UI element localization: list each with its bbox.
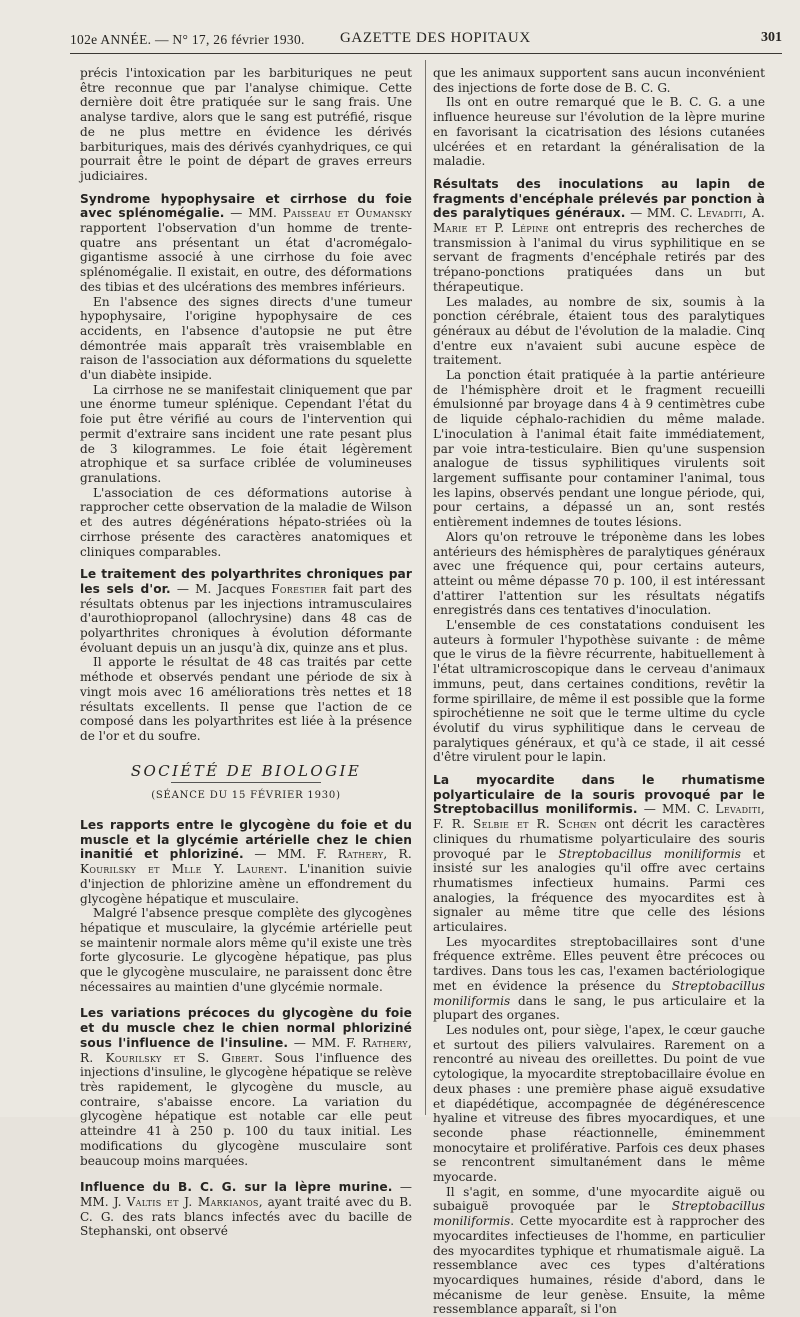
dash: — MM. C. <box>625 206 698 221</box>
dash: — MM. J. <box>80 1180 412 1209</box>
article-myocardite <box>433 773 765 1317</box>
article-bcg-authors: Valtis et J. Markianos <box>126 1194 259 1209</box>
article-hypophysaire <box>80 192 412 560</box>
society-heading <box>80 761 412 804</box>
journal-title: GAZETTE DES HOPITAUX <box>340 30 531 46</box>
page-number: 301 <box>761 30 782 45</box>
article-polyarthrites <box>80 567 412 743</box>
article-glycogene-authors: Rathery, R. Kourilsky et Mlle Y. Laurent <box>80 847 412 877</box>
article-myocardite-authors: Levaditi, F. R. Selbie et R. Schœn <box>433 802 766 832</box>
article-hypophysaire-text: rapportent l'observation d'un homme de trente-quatre ans présentant un état d'acromégalo-gigantisme associé à une cirrhose du foie avec splénomégalie. Il existait, en outre, des déformations des tibias et des ulcérations des membres inférieurs. <box>80 221 412 294</box>
paragraph <box>433 1185 765 1317</box>
society-title: SOCIÉTÉ DE BIOLOGIE <box>130 761 362 780</box>
dash: — MM. C. <box>637 802 716 817</box>
issue-info: 102e ANNÉE. — N° 17, 26 février 1930. <box>70 32 305 47</box>
column-divider <box>425 60 426 1115</box>
paragraph: En l'absence des signes directs d'une tumeur hypophysaire, l'origine hypophysaire de ces accidents, en l'absence d'autopsie ne put être démontrée mais apparaît très vraisemblable en raison de l'association aux déformations du squelette d'un diabète insipide. <box>80 294 412 383</box>
dash: — M. Jacques <box>170 581 272 596</box>
article-glycogene <box>80 818 412 994</box>
dash: — MM. F. <box>288 1035 363 1050</box>
dash: — MM. <box>224 206 283 221</box>
paragraph: Malgré l'absence presque complète des glycogènes hépatique et musculaire, la glycémie artérielle peut se maintenir normale alors même qu'il existe une très forte glycosurie. Le glycogène hépatique, pas plus que le glycogène musculaire, ne paraissent donc être nécessaires au maintien d'une glycémie normale. <box>80 906 412 994</box>
paragraph: Il apporte le résultat de 48 cas traités par cette méthode et observés pendant une période de six à vingt mois avec 16 améliorations très nettes et 18 résultats excellents. Il pense que l'action de ce composé dans les polyarthrites est liée à la présence de l'or et du soufre. <box>80 655 412 743</box>
bcg-continued: que les animaux supportent sans aucun inconvénient des injections de forte dose de B. C. G. <box>433 66 765 95</box>
article-inoculations-authors: Levaditi, A. Marie et P. Lépine <box>433 206 765 236</box>
session-date: (SÉANCE DU 15 FÉVRIER 1930) <box>151 790 341 802</box>
article-variations-title: Les variations précoces du glycogène du foie et du muscle chez le chien normal phloriziné sous l'influence de l'insuline. <box>80 1006 412 1050</box>
text: Il s'agit, en somme, d'une myocardite aiguë ou subaiguë provoquée par le <box>433 1184 765 1214</box>
article-polyarthrites-authors: Forestier <box>271 581 327 596</box>
article-bcg-text: , ayant traité avec du B. C. G. des rats blancs infectés avec du bacille de Stephanski, ont observé <box>80 1194 412 1239</box>
article-myocardite-text: et insisté sur les analogies qu'il offre avec certains rhumatismes infectieux humains. Parmi ces analogies, la fréquence des myocardites est à signaler au même titre que celle des lésions articulaires. <box>433 846 765 935</box>
article-variations <box>80 1006 412 1168</box>
article-bcg-title: Influence du B. C. G. sur la lèpre murine. <box>80 1180 393 1195</box>
paragraph: L'ensemble de ces constatations conduisent les auteurs à formuler l'hypothèse suivante : de même que le virus de la fièvre récurrente, habituellement à l'état ultramicroscopique dans le cerveau d'animaux immuns, peut, dans certaines conditions, revêtir la forme spirillaire, de même il est possible que la forme spirochétienne ne soit que le terme ultime du cycle évolutif du virus syphilitique dans le cerveau de paralytiques généraux, et qu'à ce stade, il ait cessé d'être virulent pour le lapin. <box>433 618 765 765</box>
left-column <box>80 66 412 1239</box>
article-glycogene-title: Les rapports entre le glycogène du foie et du muscle et la glycémie artérielle chez le chien inanitié et phloriziné. <box>80 818 412 862</box>
dash: — MM. F. <box>243 847 338 862</box>
article-variations-authors: Rathery, R. Kourilsky et S. Gibert <box>80 1035 412 1065</box>
article-bcg <box>80 1180 412 1239</box>
article-hypophysaire-authors: Paisseau et Oumansky <box>282 206 412 221</box>
article-myocardite-title: La myocardite dans le rhumatisme polyarticulaire de la souris provoqué par le Streptobacillus moniliformis. <box>433 773 765 817</box>
text: Les myocardites streptobacillaires sont d'une fréquence extrême. Elles peuvent être précoces ou tardives. Dans tous les cas, l'examen bactériologique met en évidence la présence du <box>433 934 765 993</box>
paragraph: La cirrhose ne se manifestait cliniquement que par une énorme tumeur splénique. Cependant l'état du foie put être vérifié au cours de l'intervention qui permit d'extraire sans incident une rate pesant plus de 3 kilogrammes. Le foie était légèrement atrophique et sa surface criblée de volumineuses granulations. <box>80 382 412 485</box>
paragraph: La ponction était pratiquée à la partie antérieure de l'hémisphère droit et le fragment recueilli émulsionné par broyage dans 4 à 9 centimètres cube de liquide céphalo-rachidien du même malade. L'inoculation à l'animal était faite immédiatement, par voie intra-testiculaire. Bien qu'une suspension analogue de tissus syphilitiques virulents soit largement suffisante pour contaminer l'animal, tous les lapins, observés pendant une longue période, qui, pour certains, a dépassé un an, sont restés entièrement indemnes de toutes lésions. <box>433 368 765 530</box>
right-column <box>433 66 765 1317</box>
article-polyarthrites-title: Le traitement des polyarthrites chroniques par les sels d'or. <box>80 567 412 596</box>
species-name: Streptobacillus moniliformis <box>558 846 741 861</box>
society-rule <box>171 782 321 783</box>
species-name: Streptobacillus moniliformis <box>433 1199 765 1229</box>
header-rule <box>70 53 782 54</box>
paragraph <box>433 935 765 1023</box>
article-inoculations-text: ont entrepris des recherches de transmission à l'animal du virus syphilitique en se servant de fragments d'encéphale retirés par des trépano-ponctions pratiquées dans un but thérapeutique. <box>433 221 765 294</box>
paragraph: Les malades, au nombre de six, soumis à la ponction cérébrale, étaient tous des paralytiques généraux au début de l'évolution de la maladie. Cinq d'entre eux n'avaient subi aucune espèce de traitement. <box>433 294 765 368</box>
paragraph: Alors qu'on retrouve le tréponème dans les lobes antérieurs des hémisphères de paralytiques généraux avec une fréquence qui, pour certains auteurs, atteint ou même dépasse 70 p. 100, il est intéressant d'attirer l'attention sur les résultats négatifs enregistrés dans ces tentatives d'inoculation. <box>433 529 765 618</box>
article-hypophysaire-title: Syndrome hypophysaire et cirrhose du foie avec splénomégalie. <box>80 191 412 221</box>
running-header <box>70 28 782 50</box>
text: dans le sang, le pus articulaire et la plupart des organes. <box>433 993 765 1023</box>
article-variations-text: . Sous l'influence des injections d'insuline, le glycogène hépatique se relève très rapidement, le glycogène du muscle, au contraire, s'abaisse encore. La variation du glycogène hépatique est notable car elle peut atteindre 41 à 250 p. 100 du taux initial. Les modifications du glycogène musculaire sont beaucoup moins marquées. <box>80 1050 412 1168</box>
article-inoculations-title: Résultats des inoculations au lapin de fragments d'encéphale prélevés par ponction à des paralytiques généraux. <box>433 176 765 221</box>
paragraph: Les nodules ont, pour siège, l'apex, le cœur gauche et surtout des piliers valvulaires. Rarement on a rencontré au niveau des oreillettes. Du point de vue cytologique, la myocardite streptobacillaire évolue en deux phases : une première phase aiguë exsudative et diapédétique, accompagnée de dégénérescence hyaline et vitreuse des fibres myocardiques, et une seconde phase réactionnelle, éminemment monocytaire et proliférative. Parfois ces deux phases se rencontrent simultanément dans le même myocarde. <box>433 1023 765 1185</box>
intro-paragraph: précis l'intoxication par les barbituriques ne peut être reconnue que par l'analyse chimique. Cette dernière doit être pratiquée sur le sang frais. Une analyse tardive, alors que le sang est putréfié, risque de ne plus mettre en évidence les dérivés barbituriques, mais des dérivés cyanhydriques, ce qui pourrait être le point de départ de graves erreurs judiciaires. <box>80 66 412 183</box>
paragraph: L'association de ces déformations autorise à rapprocher cette observation de la maladie de Wilson et des autres dégénérations hépato-striées où la cirrhose présente des caractères anatomiques et cliniques comparables. <box>80 485 412 559</box>
article-myocardite-text: ont décrit les caractères cliniques du rhumatisme polyarticulaire des souris provoqué par le <box>433 817 765 861</box>
article-inoculations <box>433 177 765 765</box>
article-polyarthrites-text: fait part des résultats obtenus par les injections intramusculaires d'aurothiopropanol (allochrysine) dans 48 cas de polyarthrites chroniques à évolution déformante évoluant depuis un an jusqu'à dix, quinze ans et plus. <box>80 581 412 655</box>
species-name: Streptobacillus moniliformis <box>433 978 765 1008</box>
paragraph: Ils ont en outre remarqué que le B. C. G. a une influence heureuse sur l'évolution de la lèpre murine en favorisant la cicatrisation des lésions cutanées ulcérées et en retardant la généralisation de la maladie. <box>433 95 765 169</box>
text: . Cette myocardite est à rapprocher des myocardites infectieuses de l'homme, en particulier des myocardites typhique et rhumatismale aiguë. La ressemblance avec ces types d'altérations myocardiques humaines, réside d'abord, dans le mécanisme de leur genèse. Ensuite, la même ressemblance apparaît, si l'on <box>433 1214 765 1317</box>
article-glycogene-text: . L'inanition suivie d'injection de phlorizine amène un effondrement du glycogène hépatique et musculaire. <box>80 862 412 906</box>
